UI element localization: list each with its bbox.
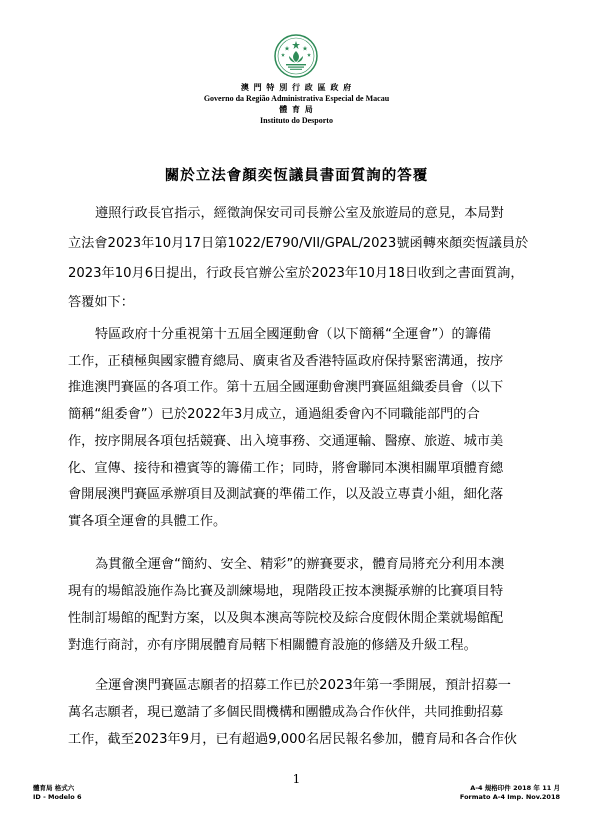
footer-print-format-zh: A-4 規格印件 2018 年 11 月 [470, 784, 560, 792]
body-line: 推進澳門賽區的各項工作。第十五屆全國運動會澳門賽區組織委員會（以下 [68, 380, 504, 395]
macao-sar-emblem-icon [274, 34, 318, 78]
footer-print-format [460, 784, 560, 802]
body-line: 工作，截至2023年9月，已有超過9,000名居民報名參加，體育局和各合作伙 [68, 732, 517, 747]
body-line: 答覆如下： [68, 295, 134, 310]
government-name-pt: Governo da Região Administrativa Especial de Macau [203, 94, 390, 103]
body-line: 現有的場館設施作為比賽及訓練場地，現階段正按本澳擬承辦的比賽項目特 [68, 584, 504, 599]
body-line: 會開展澳門賽區承辦項目及測試賽的準備工作，以及設立專責小組，細化落 [68, 487, 504, 502]
footer-print-format-pt: Formato A-4 Imp. Nov.2018 [459, 793, 560, 801]
body-line: 工作，正積極與國家體育總局、廣東省及香港特區政府保持緊密溝通，按序 [68, 354, 504, 369]
body-line: 對進行商討，亦有序開展體育局轄下相關體育設施的修繕及升級工程。 [68, 638, 477, 653]
footer-form-id [33, 784, 82, 802]
body-line: 萬名志願者，現已邀請了多個民間機構和團體成為合作伙伴，共同推動招募 [68, 705, 504, 720]
page-number: 1 [292, 772, 301, 786]
body-line: 實各項全運會的具體工作。 [68, 514, 227, 529]
body-line: 作，按序開展各項包括競賽、出入境事務、交通運輸、醫療、旅遊、城市美 [68, 434, 504, 449]
body-line: 全運會澳門賽區志願者的招募工作已於2023年第一季開展，預計招募一 [95, 678, 511, 693]
institute-name-zh: 體 育 局 [279, 104, 314, 114]
government-name-zh: 澳 門 特 別 行 政 區 政 府 [240, 82, 353, 92]
body-line: 遵照行政長官指示，經徵詢保安司司長辦公室及旅遊局的意見，本局對 [95, 206, 504, 221]
body-line: 2023年10月6日提出，行政長官辦公室於2023年10月18日收到之書面質詢， [68, 266, 524, 281]
body-line: 特區政府十分重視第十五屆全國運動會（以下簡稱“全運會”）的籌備 [95, 327, 492, 342]
body-line: 化、宣傳、接待和禮賓等的籌備工作；同時，將會聯同本澳相關單項體育總 [68, 461, 504, 476]
body-line: 簡稱“組委會”）已於2022年3月成立，通過組委會內不同職能部門的合 [68, 407, 480, 422]
document-title: 關於立法會顏奕恆議員書面質詢的答覆 [164, 167, 429, 184]
body-line: 為貫徹全運會“簡約、安全、精彩”的辦賽要求，體育局將充分利用本澳 [95, 557, 505, 572]
body-line: 性制訂場館的配對方案，以及與本澳高等院校及綜合度假休閒企業就場館配 [68, 611, 504, 626]
footer-form-id-zh: 體育局 格式六 [33, 784, 75, 792]
institute-name-pt: Instituto do Desporto [260, 116, 333, 125]
footer-form-id-pt: ID - Modelo 6 [33, 793, 82, 801]
body-line: 立法會2023年10月17日第1022/E790/VII/GPAL/2023號函轉來顏奕恆議員於 [68, 236, 529, 251]
